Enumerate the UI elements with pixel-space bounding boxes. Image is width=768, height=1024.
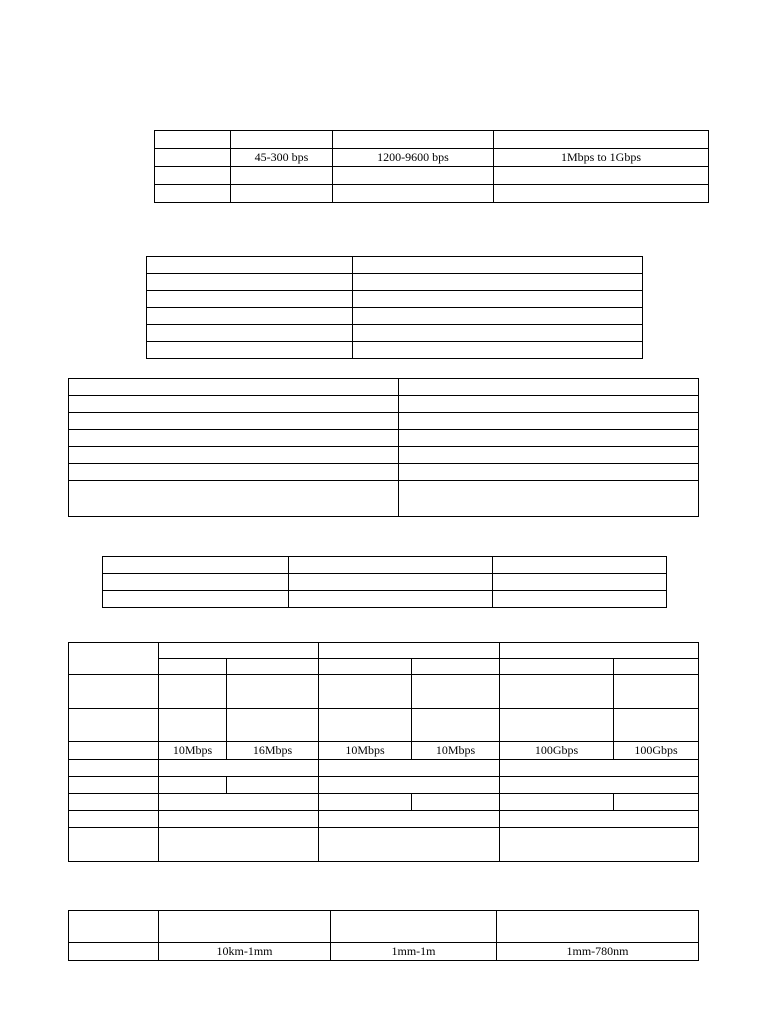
table-cell: [399, 430, 699, 447]
table-cell: [289, 591, 493, 608]
table-row: [69, 413, 699, 430]
table-cell: [614, 675, 699, 709]
table-cell: [69, 396, 399, 413]
header-cell: [159, 911, 331, 943]
header-cell: [494, 131, 709, 149]
table-cell: [69, 481, 399, 517]
table-header-row: [69, 911, 699, 943]
table-cell: [500, 811, 699, 828]
table-cell: [353, 274, 643, 291]
table-cell: [147, 308, 353, 325]
table-subheader-row: [69, 659, 699, 675]
table-row: [69, 481, 699, 517]
table-cell: [155, 185, 231, 203]
table-cell: [353, 325, 643, 342]
table-cell: [103, 574, 289, 591]
table-row: [147, 274, 643, 291]
table-row: [147, 291, 643, 308]
table-cell: [399, 413, 699, 430]
table-cell: [500, 777, 699, 794]
table-cell: [69, 413, 399, 430]
table-cell: [69, 464, 399, 481]
bandwidth-paragraph: [76, 112, 716, 128]
table-cell: [147, 291, 353, 308]
header-cell: [333, 131, 494, 149]
header-cell: [493, 557, 667, 574]
row-label: [69, 675, 159, 709]
table-cell: 1mm-780nm: [497, 943, 699, 961]
table-row: [69, 828, 699, 862]
table-header-row: [155, 131, 709, 149]
table-row: [69, 709, 699, 742]
table-header-row: [69, 379, 699, 396]
table-cell: [493, 591, 667, 608]
table-cell: [412, 675, 500, 709]
table-cell: [319, 794, 412, 811]
table-row: [69, 777, 699, 794]
table-cell: [319, 675, 412, 709]
header-cell: [147, 257, 353, 274]
table-cell: [227, 777, 319, 794]
header-cell: [319, 659, 412, 675]
table-cell: 1Mbps to 1Gbps: [494, 149, 709, 167]
header-cell: [69, 379, 399, 396]
table-cell: [319, 760, 500, 777]
header-cell: [69, 643, 159, 675]
table-cell: [500, 794, 614, 811]
table-cell: [69, 430, 399, 447]
header-cell: [614, 659, 699, 675]
table-row: [103, 574, 667, 591]
table-cell: [353, 308, 643, 325]
table-row: [147, 308, 643, 325]
header-cell: [289, 557, 493, 574]
table-row: [155, 149, 709, 167]
table-cell: 1mm-1m: [331, 943, 497, 961]
components-paragraph: [76, 60, 716, 112]
table-cell: 10Mbps: [319, 742, 412, 760]
table-cell: [333, 167, 494, 185]
header-cell: [159, 643, 319, 659]
table-row: [147, 325, 643, 342]
header-cell: [103, 557, 289, 574]
header-cell: [231, 131, 333, 149]
table-cell: [159, 777, 227, 794]
table-cell: [412, 709, 500, 742]
wireless-media-table: [68, 910, 699, 961]
table-cell: 16Mbps: [227, 742, 319, 760]
table-cell: [147, 342, 353, 359]
table-cell: [493, 574, 667, 591]
table-cell: [159, 811, 319, 828]
async-sync-table: [68, 378, 699, 517]
table-cell: [399, 396, 699, 413]
row-label: [69, 777, 159, 794]
row-label: [69, 943, 159, 961]
table-row: [69, 760, 699, 777]
table-cell: [159, 760, 319, 777]
table-cell: [500, 675, 614, 709]
table-cell: 10Mbps: [412, 742, 500, 760]
table-cell: [319, 811, 500, 828]
table-cell: [353, 342, 643, 359]
header-cell: [155, 131, 231, 149]
header-cell: [331, 911, 497, 943]
header-cell: [500, 643, 699, 659]
table-header-row: [103, 557, 667, 574]
table-cell: [319, 828, 500, 862]
table-cell: 10Mbps: [159, 742, 227, 760]
table-cell: [227, 675, 319, 709]
table-cell: [614, 794, 699, 811]
table-row: [69, 430, 699, 447]
table-cell: [399, 447, 699, 464]
header-cell: [227, 659, 319, 675]
table-cell: [289, 574, 493, 591]
table-row: [69, 943, 699, 961]
transmission-method-paragraph: [76, 206, 716, 254]
table-row: [69, 742, 699, 760]
table-cell: [159, 828, 319, 862]
header-cell: [399, 379, 699, 396]
table-cell: [159, 794, 319, 811]
row-label: [69, 760, 159, 777]
table-cell: [353, 291, 643, 308]
row-label: [69, 828, 159, 862]
table-cell: 1200-9600 bps: [333, 149, 494, 167]
table-cell: [319, 709, 412, 742]
header-cell: [69, 911, 159, 943]
table-row: [103, 591, 667, 608]
table-cell: [399, 481, 699, 517]
row-label: [69, 811, 159, 828]
table-row: [69, 464, 699, 481]
table-cell: [494, 167, 709, 185]
table-row: [69, 396, 699, 413]
transmission-mode-table: [102, 556, 667, 608]
table-cell: [147, 325, 353, 342]
row-label: [69, 742, 159, 760]
table-cell: [231, 167, 333, 185]
table-row: [69, 675, 699, 709]
row-label: [69, 709, 159, 742]
table-cell: [500, 760, 699, 777]
table-cell: [147, 274, 353, 291]
table-cell: [500, 709, 614, 742]
table-row: [155, 185, 709, 203]
table-row: [69, 811, 699, 828]
table-header-row: [69, 643, 699, 659]
table-header-row: [147, 257, 643, 274]
table-cell: [155, 149, 231, 167]
header-cell: [159, 659, 227, 675]
table-cell: [231, 185, 333, 203]
table-cell: 45-300 bps: [231, 149, 333, 167]
header-cell: [319, 643, 500, 659]
table-cell: [319, 777, 500, 794]
row-label: [69, 794, 159, 811]
wired-media-table: [68, 642, 699, 862]
table-cell: 100Gbps: [614, 742, 699, 760]
table-cell: 100Gbps: [500, 742, 614, 760]
parallel-serial-table: [146, 256, 643, 359]
table-cell: 10km-1mm: [159, 943, 331, 961]
header-cell: [353, 257, 643, 274]
table-cell: [399, 464, 699, 481]
header-cell: [497, 911, 699, 943]
table-cell: [227, 709, 319, 742]
table-row: [155, 167, 709, 185]
table-cell: [103, 591, 289, 608]
transmission-mode-paragraph: [76, 538, 716, 554]
table-cell: [69, 447, 399, 464]
table-cell: [614, 709, 699, 742]
bandwidth-table: [154, 130, 709, 203]
header-cell: [412, 659, 500, 675]
table-row: [69, 794, 699, 811]
table-cell: [412, 794, 500, 811]
table-cell: [155, 167, 231, 185]
table-cell: [333, 185, 494, 203]
table-cell: [159, 709, 227, 742]
table-cell: [159, 675, 227, 709]
table-row: [69, 447, 699, 464]
header-cell: [500, 659, 614, 675]
table-cell: [500, 828, 699, 862]
table-cell: [494, 185, 709, 203]
table-row: [147, 342, 643, 359]
